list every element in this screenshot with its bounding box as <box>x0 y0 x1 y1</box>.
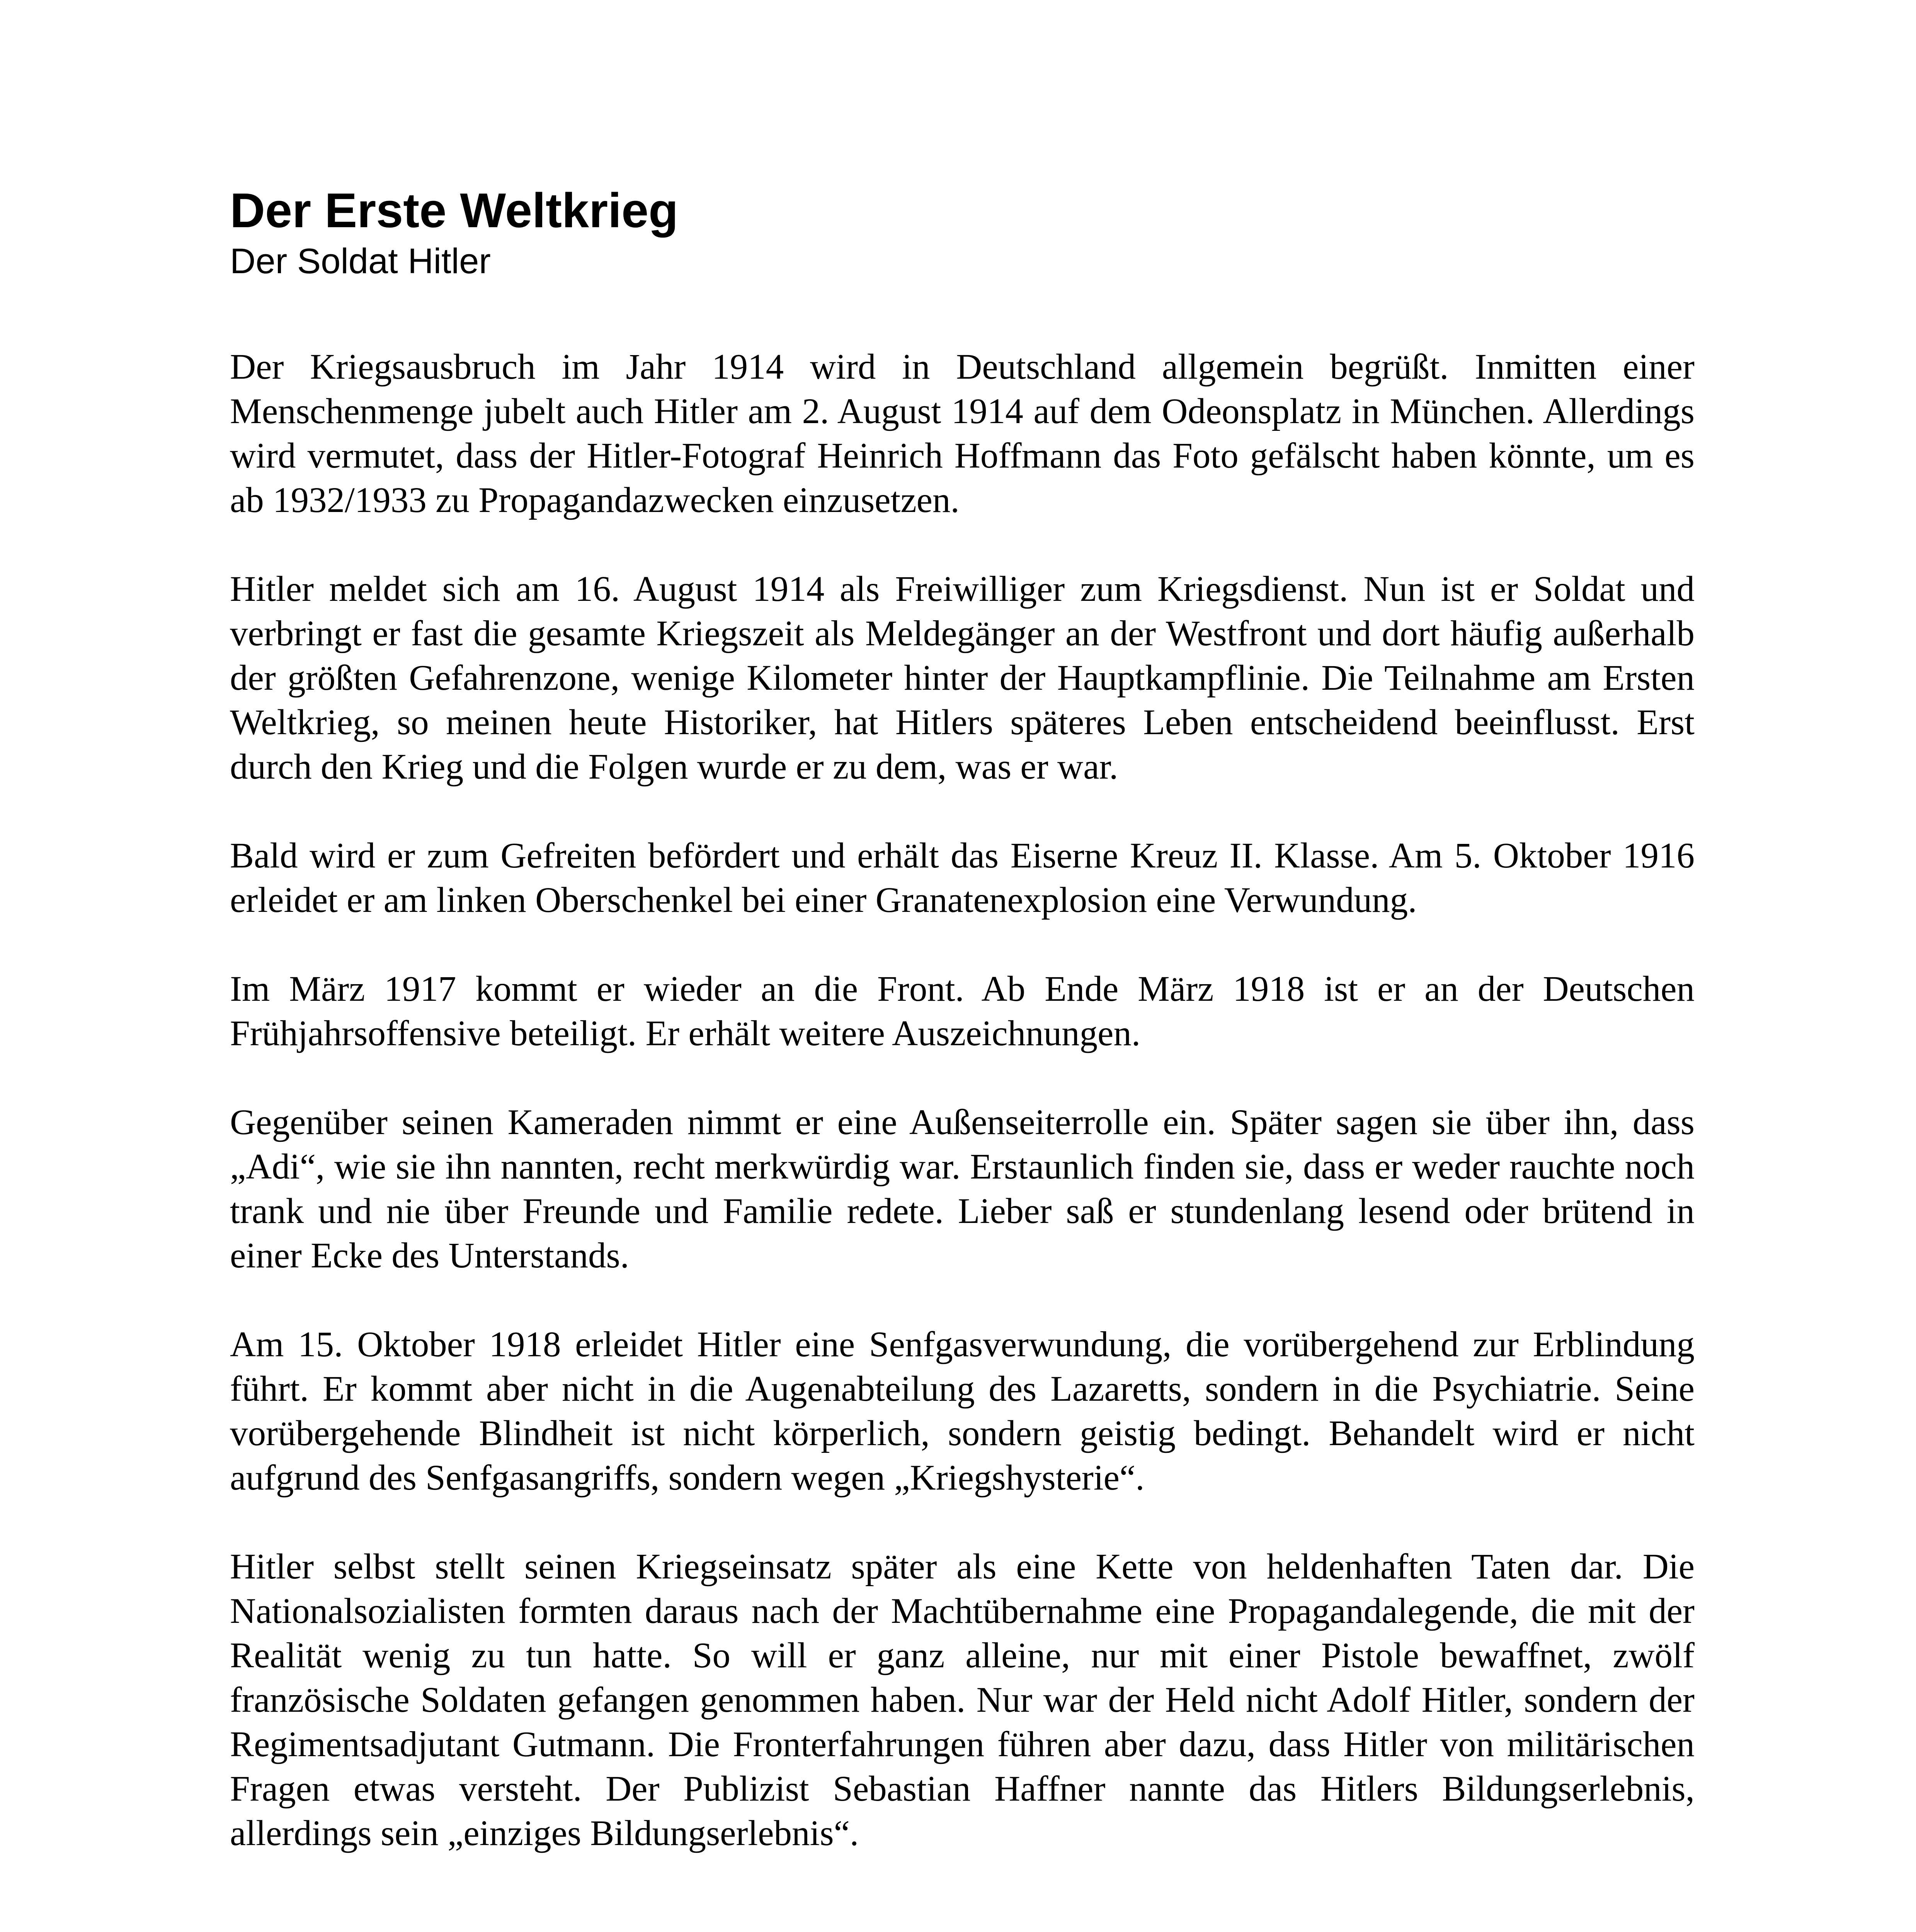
paragraph-freiwilliger: Hitler meldet sich am 16. August 1914 als Freiwilliger zum Kriegsdienst. Nun ist er Soldat und verbringt er fast die gesamte Kriegszeit als Meldegänger an der Westfront und dort häufig außerhalb der größten Gefahrenzone, wenige Kilometer hinter der Hauptkampflinie. Die Teilnahme am Ersten Weltkrieg, so meinen heute Historiker, hat Hitlers späteres Leben entscheidend beeinflusst. Erst durch den Krieg und die Folgen wurde er zu dem, was er war. <box>230 569 1695 787</box>
paragraph-aussenseiter: Gegenüber seinen Kameraden nimmt er eine Außenseiterrolle ein. Später sagen sie über ihn, dass „Adi“, wie sie ihn nannten, recht merkwürdig war. Erstaunlich finden sie, dass er weder rauchte noch trank und nie über Freunde und Familie redete. Lieber saß er stundenlang lesend oder brütend in einer Ecke des Unterstands. <box>230 1102 1695 1276</box>
paragraph-kriegsausbruch: Der Kriegsausbruch im Jahr 1914 wird in Deutschland allgemein begrüßt. Inmitten einer Menschenmenge jubelt auch Hitler am 2. August 1914 auf dem Odeonsplatz in München. Allerdings wird vermutet, dass der Hitler-Fotograf Heinrich Hoffmann das Foto gefälscht haben könnte, um es ab 1932/1933 zu Propagandazwecken einzusetzen. <box>230 347 1695 520</box>
paragraph-front: Im März 1917 kommt er wieder an die Front. Ab Ende März 1918 ist er an der Deutschen Frühjahrsoffensive beteiligt. Er erhält weitere Auszeichnungen. <box>230 969 1695 1053</box>
paragraph-gefreiter: Bald wird er zum Gefreiten befördert und erhält das Eiserne Kreuz II. Klasse. Am 5. Oktober 1916 erleidet er am linken Oberschenkel bei einer Granatenexplosion eine Verwundung. <box>230 836 1695 920</box>
page-subtitle: Der Soldat Hitler <box>230 242 491 281</box>
page-title: Der Erste Weltkrieg <box>230 183 679 238</box>
paragraph-propagandalegende: Hitler selbst stellt seinen Kriegseinsatz später als eine Kette von heldenhaften Taten dar. Die Nationalsozialisten formten daraus nach der Machtübernahme eine Propagandalegende, die mit der Realität wenig zu tun hatte. So will er ganz alleine, nur mit einer Pistole bewaffnet, zwölf französische Soldaten gefangen genommen haben. Nur war der Held nicht Adolf Hitler, sondern der Regimentsadjutant Gutmann. Die Fronterfahrungen führen aber dazu, dass Hitler von militärischen Fragen etwas versteht. Der Publizist Sebastian Haffner nannte das Hitlers Bildungserlebnis, allerdings sein „einziges Bildungserlebnis“. <box>230 1547 1695 1853</box>
paragraph-senfgas: Am 15. Oktober 1918 erleidet Hitler eine Senfgasverwundung, die vorübergehend zur Erblindung führt. Er kommt aber nicht in die Augenabteilung des Lazaretts, sondern in die Psychiatrie. Seine vorübergehende Blindheit ist nicht körperlich, sondern geistig bedingt. Behandelt wird er nicht aufgrund des Senfgasangriffs, sondern wegen „Kriegshysterie“. <box>230 1325 1695 1498</box>
page-content <box>230 182 1695 1932</box>
